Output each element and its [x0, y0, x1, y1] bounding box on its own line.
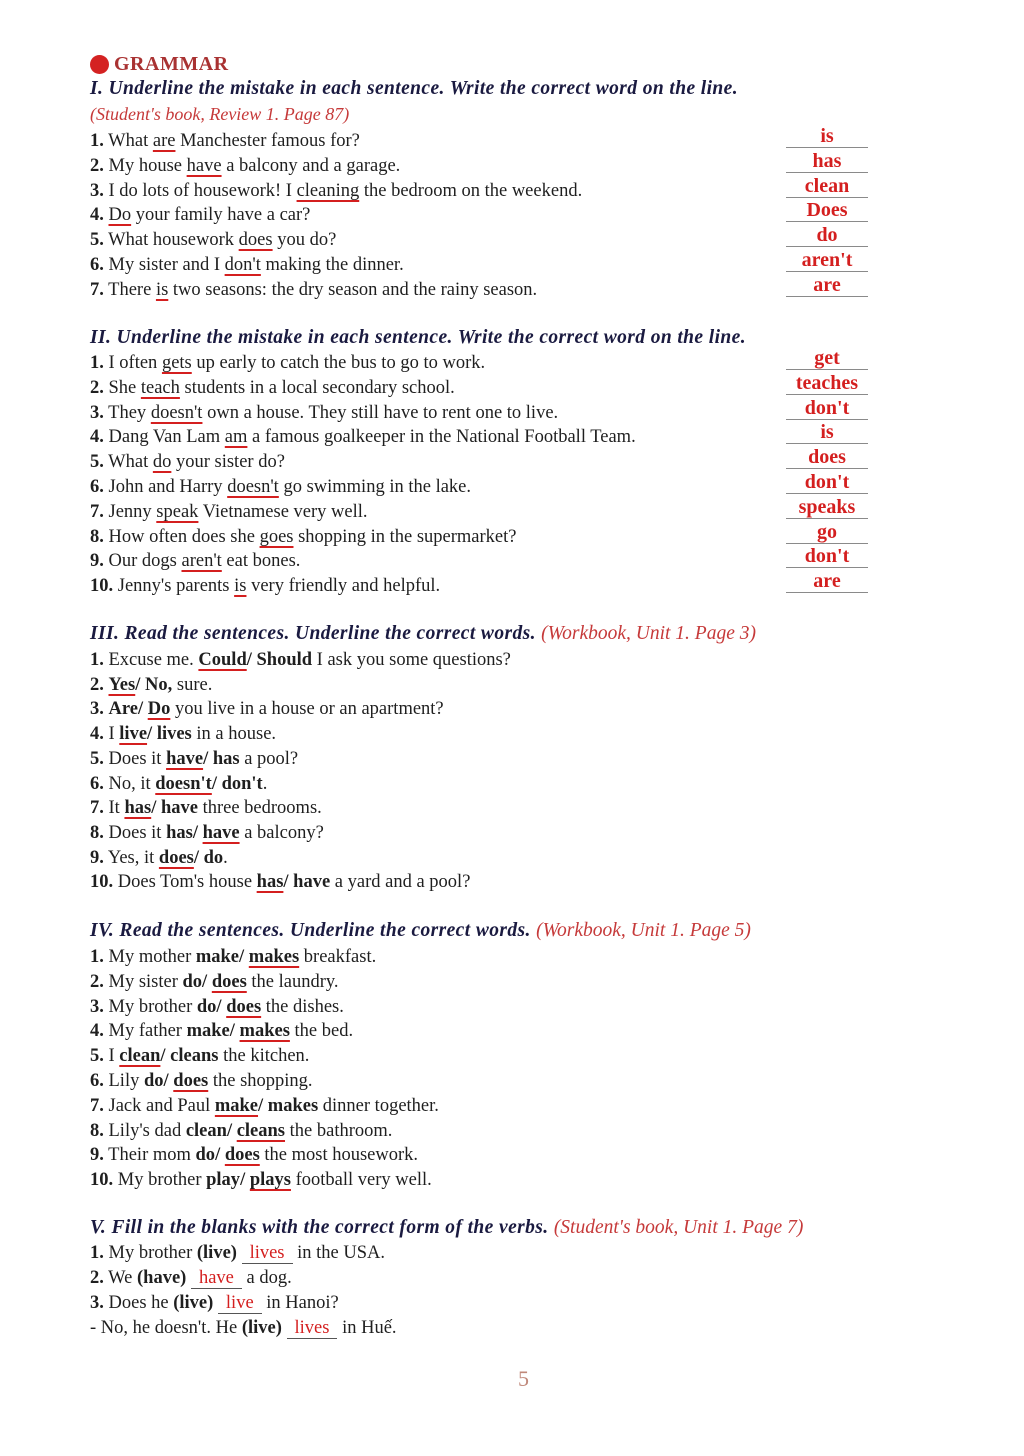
sentence-text: .	[223, 847, 228, 868]
sentence-text: Does he	[108, 1293, 174, 1313]
sentence-row	[90, 673, 212, 697]
choice-option-b: makes	[267, 1095, 319, 1116]
filled-blank: lives	[287, 1318, 338, 1339]
sentence-row	[90, 1119, 392, 1143]
item-number: 7.	[90, 501, 104, 522]
sentence-text: two seasons: the dry season and the rainy season.	[168, 279, 538, 300]
sentence-text: My mother	[108, 947, 196, 967]
sentence-text: There	[108, 279, 156, 300]
item-number: 10.	[90, 872, 114, 893]
sentence-text: shopping in the supermarket?	[293, 526, 517, 547]
choice-option-b: don't	[221, 773, 263, 794]
underlined-mistake: is	[155, 279, 169, 300]
sentence-text: the kitchen.	[218, 1046, 310, 1067]
verb-cue: (live)	[173, 1293, 214, 1313]
choice-option-b: have	[202, 822, 240, 843]
choice-option-b: does	[224, 1145, 260, 1166]
item-number: 4.	[90, 205, 104, 226]
section-4-heading: IV. Read the sentences. Underline the correct words.	[90, 920, 531, 941]
item-number: 8.	[90, 1120, 104, 1141]
choice-option-a: has	[166, 822, 193, 843]
choice-separator: /	[203, 748, 213, 769]
sentence-row	[90, 1069, 313, 1093]
filled-blank: have	[191, 1268, 242, 1289]
section-2-title: II. Underline the mistake in each sentence. Write the correct word on the line.	[90, 327, 746, 348]
sentence-text: My brother	[108, 996, 197, 1017]
choice-separator: /	[163, 1071, 174, 1091]
sentence-text: in the USA.	[292, 1243, 386, 1263]
sentence-text: sure.	[172, 674, 213, 695]
choice-option-a: do	[143, 1071, 164, 1091]
choice-option-b: makes	[248, 947, 300, 967]
sentence-text: your family have a car?	[131, 205, 311, 226]
item-number: 2.	[90, 674, 104, 695]
choice-option-b: has	[212, 748, 240, 769]
answer-line: clean	[786, 175, 868, 198]
choice-option-a: Are	[108, 699, 138, 720]
sentence-row	[90, 525, 516, 549]
item-number: 6.	[90, 477, 104, 497]
sentence-row	[90, 970, 339, 994]
sentence-row	[90, 796, 322, 820]
section-5-source: (Student's book, Unit 1. Page 7)	[553, 1217, 804, 1238]
choice-separator: /	[258, 1095, 268, 1116]
answer-line: is	[786, 421, 868, 444]
sentence-text: football very well.	[290, 1170, 432, 1191]
item-number: 5.	[90, 230, 104, 251]
sentence-row	[90, 870, 470, 894]
sentence-text: We	[108, 1268, 137, 1288]
sentence-text: very friendly and helpful.	[246, 576, 441, 597]
sentence-row	[90, 129, 360, 153]
item-number: 5.	[90, 748, 104, 769]
choice-option-a: does	[158, 847, 194, 868]
item-number: 2.	[90, 377, 104, 398]
sentence-text: Lily's dad	[108, 1120, 186, 1141]
item-number: 9.	[90, 847, 104, 868]
section-5-title	[90, 1217, 803, 1239]
sentence-row	[90, 821, 324, 845]
sentence-text: the bathroom.	[285, 1120, 393, 1141]
underlined-mistake: goes	[259, 526, 294, 547]
answer-line: teaches	[786, 372, 868, 395]
sentence-row	[90, 228, 336, 252]
item-number: 4.	[90, 427, 104, 448]
sentence-row	[90, 401, 558, 425]
sentence-text: I	[108, 724, 120, 745]
sentence-text: a balcony?	[239, 822, 324, 843]
sentence-row	[90, 549, 300, 573]
choice-option-b: have	[160, 798, 198, 819]
item-number: 6.	[90, 773, 104, 794]
underlined-mistake: don't	[224, 255, 261, 275]
sentence-text: What	[108, 452, 153, 473]
sentence-row	[90, 722, 276, 746]
answer-line: don't	[786, 471, 868, 494]
sentence-text: Jack and Paul	[108, 1095, 215, 1116]
choice-option-a: clean	[185, 1120, 227, 1141]
section-4-title	[90, 920, 751, 942]
sentence-text: the bedroom on the weekend.	[359, 180, 583, 201]
grammar-heading	[90, 53, 229, 76]
answer-line: go	[786, 521, 868, 544]
underlined-mistake: do	[152, 452, 172, 473]
sentence-text: a yard and a pool?	[330, 872, 471, 893]
choice-option-b: No,	[145, 674, 173, 695]
sentence-text: Jenny's parents	[117, 576, 235, 597]
sentence-text: My sister	[108, 971, 183, 992]
sentence-row	[90, 697, 444, 721]
choice-option-b: makes	[239, 1021, 290, 1042]
sentence-text: the laundry.	[246, 971, 339, 992]
choice-separator: /	[202, 971, 212, 992]
choice-option-b: does	[226, 996, 262, 1017]
item-number: 3.	[90, 996, 104, 1017]
choice-option-a: live	[119, 724, 148, 745]
item-number: 1.	[90, 947, 104, 967]
choice-option-a: Yes	[108, 674, 136, 695]
sentence-row	[90, 1241, 385, 1265]
choice-separator: /	[215, 1145, 225, 1166]
choice-separator: /	[135, 674, 145, 695]
sentence-row	[90, 475, 471, 499]
item-number: 4.	[90, 724, 104, 745]
sentence-text: the shopping.	[208, 1071, 313, 1091]
underlined-mistake: cleaning	[296, 180, 360, 201]
sentence-text: a balcony and a garage.	[221, 155, 401, 176]
answer-line: are	[786, 274, 868, 297]
answer-line: does	[786, 446, 868, 469]
grammar-label: GRAMMAR	[114, 53, 229, 75]
red-bullet-icon	[90, 55, 109, 74]
item-number: 4.	[90, 1021, 104, 1042]
choice-option-a: has	[124, 798, 152, 819]
sentence-row	[90, 945, 376, 969]
section-1-title: I. Underline the mistake in each sentence. Write the correct word on the line.	[90, 78, 738, 99]
choice-option-a: Could	[198, 650, 247, 670]
answer-line: do	[786, 224, 868, 247]
underlined-mistake: does	[238, 230, 273, 251]
answer-line: get	[786, 347, 868, 370]
choice-separator: /	[216, 996, 227, 1017]
item-number: 8.	[90, 526, 104, 547]
sentence-row	[90, 450, 285, 474]
underlined-mistake: gets	[161, 353, 192, 373]
sentence-row	[90, 500, 368, 524]
sentence-row	[90, 278, 537, 302]
sentence-text: She	[108, 377, 141, 398]
sentence-text: My house	[108, 155, 187, 176]
underlined-mistake: is	[234, 576, 247, 597]
sentence-row	[90, 203, 310, 227]
item-number: 8.	[90, 822, 104, 843]
verb-cue: (have)	[137, 1268, 187, 1288]
choice-option-a: do	[195, 1145, 216, 1166]
answer-line: is	[786, 125, 868, 148]
underlined-mistake: are	[152, 131, 176, 151]
choice-option-a: do	[196, 996, 217, 1017]
sentence-text: What housework	[108, 230, 239, 251]
choice-option-a: play	[206, 1170, 241, 1191]
choice-separator: /	[160, 1046, 171, 1067]
sentence-text: I do lots of housework! I	[108, 180, 297, 201]
sentence-text: I ask you some questions?	[312, 650, 511, 670]
sentence-row	[90, 154, 400, 178]
sentence-row	[90, 648, 511, 672]
sentence-row	[90, 1044, 309, 1068]
sentence-text: Our dogs	[108, 551, 182, 572]
answer-line: speaks	[786, 496, 868, 519]
sentence-text: Does it	[108, 822, 167, 843]
item-number: 1.	[90, 353, 104, 373]
sentence-row	[90, 1168, 432, 1192]
sentence-text: a pool?	[239, 748, 299, 769]
choice-option-b: lives	[156, 724, 192, 745]
answer-line: aren't	[786, 249, 868, 272]
choice-separator: /	[226, 1120, 237, 1141]
answer-line: Does	[786, 199, 868, 222]
page-number: 5	[518, 1366, 529, 1391]
item-number: 1.	[90, 131, 104, 151]
section-3-heading: III. Read the sentences. Underline the correct words.	[90, 623, 536, 644]
sentence-text: a famous goalkeeper in the National Football Team.	[247, 427, 636, 448]
item-number: 9.	[90, 551, 104, 572]
item-number: 6.	[90, 255, 104, 275]
sentence-text: breakfast.	[299, 947, 377, 967]
choice-option-b: cleans	[236, 1120, 286, 1141]
sentence-row	[90, 995, 344, 1019]
sentence-row	[90, 772, 267, 796]
choice-separator: /	[211, 773, 222, 794]
item-number: 7.	[90, 1095, 104, 1116]
sentence-row	[90, 1266, 292, 1290]
choice-option-a: doesn't	[155, 773, 212, 794]
sentence-text: My father	[108, 1021, 187, 1042]
item-number: 3.	[90, 402, 104, 423]
sentence-row	[90, 179, 582, 203]
item-number: 10.	[90, 1170, 114, 1191]
sentence-text: No, he doesn't. He	[100, 1318, 242, 1338]
choice-separator: /	[193, 847, 204, 868]
answer-line: are	[786, 570, 868, 593]
choice-option-b: plays	[249, 1170, 291, 1191]
item-number: 3.	[90, 699, 104, 720]
sentence-text: Excuse me.	[108, 650, 199, 670]
sentence-row	[90, 1094, 439, 1118]
choice-separator: /	[147, 724, 157, 745]
choice-option-b: does	[211, 971, 247, 992]
underlined-mistake: doesn't	[227, 477, 279, 497]
verb-cue: (live)	[196, 1243, 237, 1263]
choice-option-a: have	[166, 748, 204, 769]
sentence-row	[90, 574, 440, 598]
choice-option-a: has	[256, 872, 284, 893]
item-number: 3.	[90, 180, 104, 201]
underlined-mistake: aren't	[181, 551, 222, 572]
sentence-row	[90, 351, 485, 375]
choice-separator: /	[239, 947, 249, 967]
section-3-source: (Workbook, Unit 1. Page 3)	[541, 623, 756, 644]
underlined-mistake: teach	[140, 377, 180, 398]
sentence-text: Dang Van Lam	[108, 427, 225, 448]
choice-separator: /	[151, 798, 161, 819]
sentence-text: It	[108, 798, 125, 819]
sentence-text: My sister and I	[108, 255, 225, 275]
sentence-text: My brother	[108, 1243, 197, 1263]
underlined-mistake: have	[186, 155, 222, 176]
item-number: 7.	[90, 798, 104, 819]
item-number: 1.	[90, 650, 104, 670]
answer-line: don't	[786, 397, 868, 420]
filled-blank: lives	[242, 1243, 293, 1264]
choice-separator: /	[240, 1170, 250, 1191]
section-4-source: (Workbook, Unit 1. Page 5)	[536, 920, 751, 941]
choice-option-b: Should	[256, 650, 313, 670]
sentence-text: Does Tom's house	[117, 872, 257, 893]
sentence-text: you do?	[272, 230, 337, 251]
sentence-row	[90, 376, 455, 400]
sentence-row	[90, 1291, 339, 1315]
underlined-mistake: Do	[108, 205, 132, 226]
item-number: 5.	[90, 452, 104, 473]
choice-separator: /	[246, 650, 257, 670]
choice-option-b: do	[203, 847, 224, 868]
section-1-source: (Student's book, Review 1. Page 87)	[90, 104, 350, 124]
sentence-text: My brother	[117, 1170, 207, 1191]
sentence-row	[90, 1019, 353, 1043]
sentence-text: eat bones.	[221, 551, 301, 572]
item-number: 2.	[90, 1268, 104, 1288]
sentence-text: in Huế.	[337, 1318, 397, 1338]
sentence-text: your sister do?	[171, 452, 285, 473]
sentence-text: Their mom	[108, 1145, 196, 1166]
choice-option-a: do	[182, 971, 203, 992]
section-5-heading: V. Fill in the blanks with the correct form of the verbs.	[90, 1217, 549, 1238]
item-number: 7.	[90, 279, 104, 300]
choice-option-b: Do	[147, 699, 171, 720]
sentence-text: How often does she	[108, 526, 260, 547]
sentence-text: up early to catch the bus to go to work.	[191, 353, 486, 373]
sentence-text: Manchester famous for?	[175, 131, 360, 151]
item-number: 2.	[90, 155, 104, 176]
choice-separator: /	[283, 872, 294, 893]
sentence-text: .	[262, 773, 268, 794]
sentence-text: Yes, it	[107, 847, 159, 868]
choice-separator: /	[137, 699, 148, 720]
sentence-text: a dog.	[241, 1268, 292, 1288]
choice-option-b: cleans	[170, 1046, 219, 1067]
item-number: 3.	[90, 1293, 104, 1313]
item-number: 5.	[90, 1046, 104, 1067]
sentence-text: the bed.	[289, 1021, 354, 1042]
sentence-text: go swimming in the lake.	[278, 477, 472, 497]
sentence-row	[90, 1316, 397, 1340]
sentence-text: making the dinner.	[260, 255, 404, 275]
choice-option-a: make	[195, 947, 240, 967]
item-number: 1.	[90, 1243, 104, 1263]
sentence-text: Lily	[108, 1071, 144, 1091]
underlined-mistake: speak	[156, 501, 199, 522]
sentence-row	[90, 846, 228, 870]
answer-line: don't	[786, 545, 868, 568]
sentence-row	[90, 253, 404, 277]
sentence-text: the dishes.	[261, 996, 344, 1017]
sentence-text: Jenny	[108, 501, 157, 522]
sentence-text: the most housework.	[259, 1145, 419, 1166]
sentence-text: I	[108, 1046, 120, 1067]
sentence-text: I often	[108, 353, 162, 373]
choice-separator: /	[192, 822, 203, 843]
section-3-title	[90, 623, 756, 645]
sentence-text: in Hanoi?	[261, 1293, 339, 1313]
sentence-text: you live in a house or an apartment?	[170, 699, 444, 720]
item-number: -	[90, 1318, 97, 1338]
sentence-row	[90, 425, 636, 449]
sentence-text: What	[108, 131, 153, 151]
sentence-text: No, it	[108, 773, 156, 794]
choice-option-a: clean	[119, 1046, 161, 1067]
answer-line: has	[786, 150, 868, 173]
underlined-mistake: doesn't	[150, 402, 203, 423]
sentence-row	[90, 1143, 418, 1167]
sentence-text: John and Harry	[108, 477, 228, 497]
filled-blank: live	[218, 1293, 262, 1314]
choice-separator: /	[229, 1021, 240, 1042]
sentence-text: students in a local secondary school.	[179, 377, 455, 398]
sentence-text: own a house. They still have to rent one to live.	[202, 402, 559, 423]
sentence-text: Does it	[108, 748, 167, 769]
item-number: 10.	[90, 576, 114, 597]
item-number: 2.	[90, 971, 104, 992]
sentence-text: in a house.	[191, 724, 277, 745]
sentence-text: dinner together.	[318, 1095, 439, 1116]
sentence-text: three bedrooms.	[197, 798, 322, 819]
choice-option-b: does	[173, 1071, 209, 1091]
sentence-text: Vietnamese very well.	[198, 501, 368, 522]
item-number: 6.	[90, 1071, 104, 1091]
verb-cue: (live)	[241, 1318, 282, 1338]
sentence-text: They	[108, 402, 151, 423]
underlined-mistake: am	[224, 427, 248, 448]
choice-option-a: make	[186, 1021, 230, 1042]
choice-option-a: make	[214, 1095, 259, 1116]
item-number: 9.	[90, 1145, 104, 1166]
choice-option-b: have	[293, 872, 331, 893]
sentence-row	[90, 747, 298, 771]
